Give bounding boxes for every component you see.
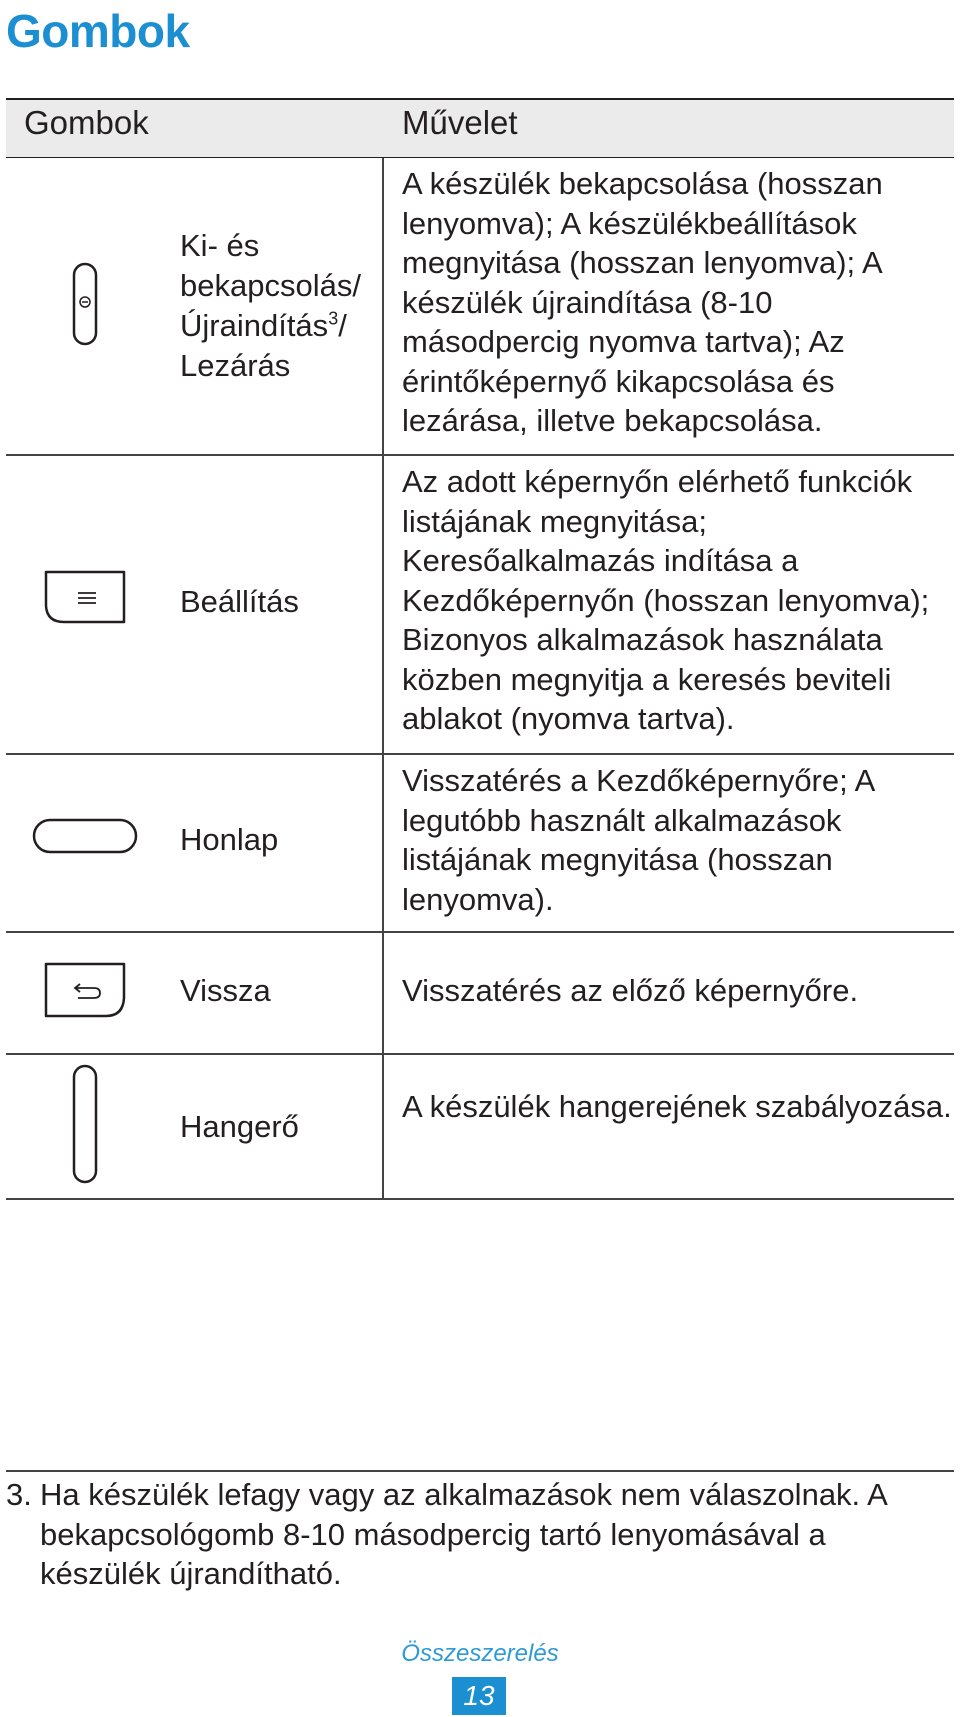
header-buttons: Gombok — [24, 104, 149, 141]
menu-key-icon — [44, 568, 126, 626]
back-key-icon — [44, 962, 126, 1018]
row-divider — [6, 753, 382, 755]
row-divider — [6, 454, 382, 456]
button-description-home: Visszatérés a Kezdőképernyőre; A legutóbb használt alkalmazások listájának megnyitása (hosszan lenyomva). — [402, 763, 874, 917]
column-divider — [382, 158, 384, 1200]
button-description-power: A készülék bekapcsolása (hosszan lenyomva); A készülékbeállítások megnyitása (hosszan lenyomva); A készülék újraindítása (8-10 másodpercig nyomva tartva); Az érintőképernyő kikapcsolása és lezárása, illetve bekapcsolása. — [402, 166, 883, 438]
row-divider — [384, 454, 954, 456]
footnote-text: Ha készülék lefagy vagy az alkalmazások nem válaszolnak. A bekapcsológomb 8-10 másodpercig tartó lenyomásával a készülék újrandítható. — [40, 1477, 887, 1591]
button-description-back: Visszatérés az előző képernyőre. — [402, 973, 859, 1008]
row-divider — [384, 753, 954, 755]
button-name-volume: Hangerő — [180, 1109, 299, 1144]
row-divider — [6, 1053, 382, 1055]
button-description-menu: Az adott képernyőn elérhető funkciók listájának megnyitása; Keresőalkalmazás indítása a Kezdőképernyőn (hosszan lenyomva); Bizonyos alkalmazások használata közben megnyitja a keresés beviteli ablakot (nyomva tartva). — [402, 464, 930, 736]
home-key-icon — [32, 818, 138, 854]
footnote-number: 3. — [6, 1477, 32, 1512]
power-lock-key-icon — [72, 262, 98, 346]
page-title: Gombok — [6, 5, 190, 57]
header-action: Művelet — [402, 104, 518, 141]
button-name-menu: Beállítás — [180, 584, 299, 619]
volume-key-icon — [72, 1064, 98, 1184]
button-name-power: Ki- és bekapcsolás/ Újraindítás$^3$/ Lezárás — [180, 228, 361, 383]
footnote-divider — [6, 1470, 954, 1472]
table-bottom-border — [6, 1198, 954, 1200]
row-divider — [384, 1053, 954, 1055]
row-divider — [6, 931, 382, 933]
button-description-volume: A készülék hangerejének szabályozása. — [402, 1089, 952, 1124]
page-number: 13 — [452, 1677, 506, 1715]
row-divider — [384, 931, 954, 933]
button-name-back: Vissza — [180, 973, 271, 1008]
footer-section-name: Összeszerelés — [401, 1640, 559, 1667]
button-name-home: Honlap — [180, 822, 279, 857]
